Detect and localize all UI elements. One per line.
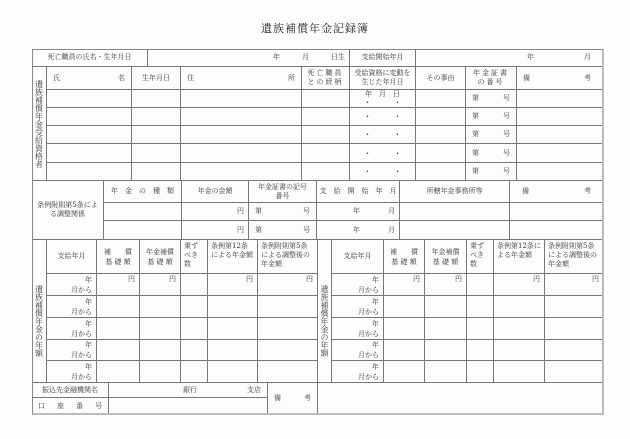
header-remarks xyxy=(517,67,604,90)
label: 基 礎 額 xyxy=(391,257,417,266)
yen-unit: 円 xyxy=(128,275,135,283)
annual-multiplier-cell[interactable] xyxy=(467,340,494,361)
deceased-label-text: 死亡職員の氏名・生年月日 xyxy=(47,53,132,61)
eligible-dob-cell[interactable] xyxy=(132,126,181,144)
from-unit: 月から xyxy=(358,307,379,316)
header-pension-base xyxy=(425,240,467,274)
header-multiplier xyxy=(467,240,494,274)
cert-suffix: 号 xyxy=(303,225,310,234)
yen-unit: 円 xyxy=(306,275,313,283)
from-unit: 月から xyxy=(358,351,379,359)
annual-multiplier-cell[interactable] xyxy=(467,318,494,340)
header-supp5 xyxy=(545,240,604,274)
yen-unit: 円 xyxy=(237,207,244,215)
annual-art12-cell[interactable] xyxy=(208,318,258,340)
dot: ・ xyxy=(363,167,372,176)
annual-period-cell[interactable] xyxy=(332,340,384,361)
eligible-dob-cell[interactable] xyxy=(132,144,181,163)
yen-unit: 円 xyxy=(169,275,176,283)
annual-supp5-cell[interactable] xyxy=(258,361,318,383)
annual-base-cell[interactable] xyxy=(384,340,425,361)
bank-suffix: 銀行 xyxy=(183,385,197,394)
label: 死亡職員との続柄 xyxy=(307,69,344,86)
annual-pension-base-cell[interactable] xyxy=(425,274,467,296)
annual-period-cell[interactable] xyxy=(47,274,97,296)
header-period xyxy=(47,240,97,274)
label: 条例第12条による年金額 xyxy=(211,242,253,259)
annual-base-cell[interactable] xyxy=(384,296,425,318)
eligible-remarks-cell[interactable] xyxy=(517,108,604,126)
eligible-name-cell[interactable] xyxy=(47,108,132,126)
annual-multiplier-cell[interactable] xyxy=(467,296,494,318)
label: 乗ずべき数 xyxy=(470,242,484,268)
annual-period-cell[interactable] xyxy=(47,296,97,318)
annual-supp5-cell[interactable] xyxy=(258,340,318,361)
header-start xyxy=(317,181,400,203)
annual-multiplier-cell[interactable] xyxy=(467,274,494,296)
eligible-remarks-cell[interactable] xyxy=(517,90,604,108)
adjust-start-cell[interactable] xyxy=(317,221,400,240)
cert-suffix: 号 xyxy=(503,112,510,120)
header-base xyxy=(97,240,140,274)
yen-unit: 円 xyxy=(237,225,244,234)
label: 支給年月 xyxy=(57,252,86,260)
year-unit: 年 xyxy=(372,319,379,328)
from-unit: 月から xyxy=(358,372,379,381)
annual-base-cell[interactable] xyxy=(97,361,140,383)
year-unit: 年 xyxy=(85,297,92,306)
cert-suffix: 号 xyxy=(503,94,510,102)
eligible-name-cell[interactable] xyxy=(47,126,132,144)
eligible-remarks-cell[interactable] xyxy=(517,126,604,144)
annual-multiplier-cell[interactable] xyxy=(467,361,494,383)
annual-supp5-cell[interactable] xyxy=(545,274,604,296)
label: 遺族補償年金の年額 xyxy=(34,285,44,357)
eligible-address-cell[interactable] xyxy=(181,144,302,163)
eligible-remarks-cell[interactable] xyxy=(517,144,604,163)
eligible-name-cell[interactable] xyxy=(47,144,132,163)
annual-art12-cell[interactable] xyxy=(494,318,545,340)
adjust-side-label xyxy=(32,181,104,240)
yen-unit: 円 xyxy=(592,275,599,283)
annual-period-cell[interactable] xyxy=(47,318,97,340)
label: 支給年月 xyxy=(343,252,372,260)
adjust-type-cell[interactable] xyxy=(104,203,182,221)
label: 遺族補償年金の年額 xyxy=(320,285,329,357)
label: 備 xyxy=(522,187,529,195)
annual-base-cell[interactable] xyxy=(97,296,140,318)
start-label-text: 支給開始年月 xyxy=(361,53,404,61)
header-cert xyxy=(249,181,317,203)
eligible-dob-cell[interactable] xyxy=(132,163,181,181)
annual-period-cell[interactable] xyxy=(332,274,384,296)
eligible-relation-cell[interactable] xyxy=(302,144,350,163)
bank-remarks-field[interactable] xyxy=(318,383,604,415)
eligible-address-cell[interactable] xyxy=(181,90,302,108)
label: 年金補償 xyxy=(146,247,174,256)
annual-pension-base-cell[interactable] xyxy=(425,318,467,340)
annual-base-cell[interactable] xyxy=(384,361,425,383)
label: 振込先金融機関名 xyxy=(42,385,98,394)
annual-art12-cell[interactable] xyxy=(494,340,545,361)
year-unit: 年 xyxy=(273,53,280,61)
year-unit: 年 xyxy=(372,341,379,349)
label: 生年月日 xyxy=(142,73,170,82)
annual-pension-base-cell[interactable] xyxy=(140,296,181,318)
cert-suffix: 号 xyxy=(503,167,510,175)
annual-multiplier-cell[interactable] xyxy=(181,318,208,340)
annual-multiplier-cell[interactable] xyxy=(181,361,208,383)
annual-art12-cell[interactable] xyxy=(208,296,258,318)
eligible-cert-cell[interactable] xyxy=(466,163,517,181)
header-art12 xyxy=(208,240,258,274)
annual-period-cell[interactable] xyxy=(332,361,384,383)
annual-base-cell[interactable] xyxy=(97,318,140,340)
annual-base-cell[interactable] xyxy=(97,274,140,296)
annual-base-cell[interactable] xyxy=(384,318,425,340)
eligible-cert-cell[interactable] xyxy=(466,90,517,108)
header-pension-base xyxy=(140,240,181,274)
year-unit: 年 xyxy=(353,207,360,215)
label: 考 xyxy=(584,187,591,195)
adjust-type-cell[interactable] xyxy=(104,221,182,240)
eligible-dob-cell[interactable] xyxy=(132,90,181,108)
dot: ・ xyxy=(393,98,402,107)
eligible-reason-cell[interactable] xyxy=(416,108,466,126)
account-label xyxy=(32,398,109,415)
year-unit: 年 xyxy=(353,225,360,234)
eligible-address-cell[interactable] xyxy=(181,163,302,181)
header-type xyxy=(104,181,182,203)
from-unit: 月から xyxy=(71,307,92,316)
cert-prefix: 第 xyxy=(255,225,262,234)
dot: ・ xyxy=(363,148,372,158)
adjust-office-cell[interactable] xyxy=(400,221,510,240)
date-units: 年 月 日 xyxy=(365,90,400,98)
deceased-label xyxy=(32,49,148,67)
label: 年金証書の番号 xyxy=(473,69,509,86)
annual-multiplier-cell[interactable] xyxy=(181,340,208,361)
from-unit: 月から xyxy=(71,372,92,381)
annual-period-cell[interactable] xyxy=(47,361,97,383)
label: 考 xyxy=(584,73,591,82)
annual-period-cell[interactable] xyxy=(332,296,384,318)
yen-unit: 円 xyxy=(413,275,420,283)
label: 支 給 開 始 年 月 xyxy=(319,187,397,195)
label: 受給資格に変動を生じた年月日 xyxy=(354,69,411,86)
year-unit: 年 xyxy=(85,341,92,349)
cert-suffix: 号 xyxy=(503,148,510,157)
annual-art12-cell[interactable] xyxy=(494,361,545,383)
annual-art12-cell[interactable] xyxy=(494,296,545,318)
label: 乗ずべき数 xyxy=(184,242,198,268)
annual-base-cell[interactable] xyxy=(384,274,425,296)
eligible-reason-cell[interactable] xyxy=(416,126,466,144)
bank-remarks-label xyxy=(268,383,318,415)
dot: ・ xyxy=(363,112,372,121)
annual-supp5-cell[interactable] xyxy=(545,296,604,318)
bank-name-field[interactable] xyxy=(109,383,268,398)
annual-art12-cell[interactable] xyxy=(208,340,258,361)
annual-period-cell[interactable] xyxy=(47,340,97,361)
label: 基 礎 額 xyxy=(432,257,459,266)
dot: ・ xyxy=(393,130,402,139)
annual-period-cell[interactable] xyxy=(332,318,384,340)
annual-supp5-cell[interactable] xyxy=(258,296,318,318)
eligible-cert-cell[interactable] xyxy=(466,144,517,163)
from-unit: 月から xyxy=(358,285,379,294)
cert-suffix: 号 xyxy=(503,130,510,138)
cert-prefix: 第 xyxy=(472,94,479,102)
eligible-side-label xyxy=(32,67,47,181)
month-unit: 月 xyxy=(388,225,395,234)
label: 基 礎 額 xyxy=(147,257,173,266)
eligible-dob-cell[interactable] xyxy=(132,108,181,126)
eligible-relation-cell[interactable] xyxy=(302,90,350,108)
eligible-address-cell[interactable] xyxy=(181,126,302,144)
annual-multiplier-cell[interactable] xyxy=(181,274,208,296)
header-change-date xyxy=(350,67,416,90)
bank-name-label xyxy=(32,383,109,398)
label: 年金の金額 xyxy=(197,187,233,195)
yen-unit: 円 xyxy=(246,275,253,283)
label: 条例第12条による年金額 xyxy=(497,242,541,259)
yen-unit: 円 xyxy=(455,275,462,283)
adjust-cert-cell[interactable] xyxy=(249,203,317,221)
eligible-reason-cell[interactable] xyxy=(416,163,466,181)
label: 考 xyxy=(304,394,311,402)
page-title: 遺族補償年金記録簿 xyxy=(261,22,369,35)
eligible-reason-cell[interactable] xyxy=(416,144,466,163)
adjust-amount-cell[interactable] xyxy=(182,221,249,240)
header-supp5 xyxy=(258,240,318,274)
label: 補 償 xyxy=(390,247,418,256)
label: 補 償 xyxy=(104,247,132,256)
year-unit: 年 xyxy=(372,297,379,306)
month-unit: 月 xyxy=(584,53,591,61)
annual-pension-base-cell[interactable] xyxy=(425,361,467,383)
header-relation xyxy=(302,67,350,90)
eligible-change-date-cell[interactable] xyxy=(350,90,416,108)
year-unit: 年 xyxy=(85,275,92,284)
annual-pension-base-cell[interactable] xyxy=(140,274,181,296)
annual-art12-cell[interactable] xyxy=(494,274,545,296)
header-office xyxy=(400,181,510,203)
eligible-change-date-cell[interactable] xyxy=(350,108,416,126)
from-unit: 月から xyxy=(71,351,92,359)
annual-art12-cell[interactable] xyxy=(208,361,258,383)
annual-art12-cell[interactable] xyxy=(208,274,258,296)
eligible-relation-cell[interactable] xyxy=(302,126,350,144)
adjust-amount-cell[interactable] xyxy=(182,203,249,221)
annual-supp5-cell[interactable] xyxy=(258,318,318,340)
eligible-change-date-cell[interactable] xyxy=(350,144,416,163)
label: 条例附則第5条による調整後の年金額 xyxy=(261,242,310,268)
month-unit: 月 xyxy=(302,53,309,61)
label: 住 xyxy=(187,73,194,82)
annual-pension-base-cell[interactable] xyxy=(425,340,467,361)
yen-unit: 円 xyxy=(533,275,540,283)
annual-multiplier-cell[interactable] xyxy=(181,296,208,318)
label: 年金証書の記号番号 xyxy=(258,182,307,200)
annual-pension-base-cell[interactable] xyxy=(140,361,181,383)
label: 年金補償 xyxy=(431,247,460,256)
annual-pension-base-cell[interactable] xyxy=(140,318,181,340)
year-unit: 年 xyxy=(372,275,379,284)
header-adjust-remarks xyxy=(510,181,604,203)
cert-prefix: 第 xyxy=(472,167,479,175)
cert-prefix: 第 xyxy=(255,207,262,215)
label: 号 xyxy=(95,401,102,410)
header-amount xyxy=(182,181,249,203)
eligible-remarks-cell[interactable] xyxy=(517,163,604,181)
year-unit: 年 xyxy=(85,362,92,371)
month-unit: 月 xyxy=(388,207,395,215)
header-art12 xyxy=(494,240,545,274)
header-period xyxy=(332,240,384,274)
header-dob xyxy=(132,67,181,90)
eligible-name-cell[interactable] xyxy=(47,163,132,181)
label: 所轄年金事務所等 xyxy=(426,187,483,195)
branch-suffix: 支店 xyxy=(247,385,261,394)
annual-pension-base-cell[interactable] xyxy=(425,296,467,318)
eligible-relation-cell[interactable] xyxy=(302,163,350,181)
label: 条例附則第5条による調整後の年金額 xyxy=(548,242,597,268)
annual-base-cell[interactable] xyxy=(97,340,140,361)
adjust-start-cell[interactable] xyxy=(317,203,400,221)
label: 備 xyxy=(274,394,281,402)
dot: ・ xyxy=(393,167,402,176)
dot: ・ xyxy=(363,98,372,107)
dot: ・ xyxy=(363,130,372,139)
annual-supp5-cell[interactable] xyxy=(545,340,604,361)
eligible-name-cell[interactable] xyxy=(47,90,132,108)
dot: ・ xyxy=(393,112,402,121)
adjust-remarks-cell[interactable] xyxy=(510,221,604,240)
adjust-office-cell[interactable] xyxy=(400,203,510,221)
annual-pension-base-cell[interactable] xyxy=(140,340,181,361)
label: 条例附則第5条による調整関係 xyxy=(37,201,98,218)
day-unit: 日生 xyxy=(331,53,345,61)
header-cert-no xyxy=(466,67,517,90)
label: 備 xyxy=(523,73,530,82)
label: 座 xyxy=(57,401,64,410)
year-unit: 年 xyxy=(527,53,534,61)
year-unit: 年 xyxy=(85,319,92,328)
eligible-reason-cell[interactable] xyxy=(416,90,466,108)
start-date-field[interactable] xyxy=(416,49,604,67)
account-number-field[interactable] xyxy=(109,398,268,415)
from-unit: 月から xyxy=(71,329,92,338)
eligible-cert-cell[interactable] xyxy=(466,126,517,144)
eligible-address-cell[interactable] xyxy=(181,108,302,126)
eligible-side-text: 遺族補償年金受給資格者 xyxy=(34,79,44,168)
header-reason xyxy=(416,67,466,90)
header-address xyxy=(181,67,302,90)
deceased-dob-field[interactable] xyxy=(148,49,350,67)
adjust-remarks-cell[interactable] xyxy=(510,203,604,221)
cert-prefix: 第 xyxy=(472,130,479,138)
label: 名 xyxy=(118,73,125,82)
label: 番 xyxy=(76,401,83,410)
annual-supp5-cell[interactable] xyxy=(545,361,604,383)
cert-prefix: 第 xyxy=(472,112,479,120)
label: 基 礎 額 xyxy=(105,257,131,266)
start-label xyxy=(350,49,416,67)
adjust-cert-cell[interactable] xyxy=(249,221,317,240)
dot: ・ xyxy=(393,148,402,158)
year-unit: 年 xyxy=(372,362,379,371)
from-unit: 月から xyxy=(358,329,379,338)
cert-prefix: 第 xyxy=(472,148,479,157)
eligible-cert-cell[interactable] xyxy=(466,108,517,126)
header-multiplier xyxy=(181,240,208,274)
annual-supp5-cell[interactable] xyxy=(545,318,604,340)
annual-side-label xyxy=(318,240,332,383)
label: その事由 xyxy=(426,73,455,82)
annual-supp5-cell[interactable] xyxy=(258,274,318,296)
label: 氏 xyxy=(53,73,60,82)
eligible-change-date-cell[interactable] xyxy=(350,163,416,181)
header-name xyxy=(47,67,132,90)
label: 所 xyxy=(288,73,295,82)
label: 年 金 の 種 類 xyxy=(111,187,174,195)
label: 口 xyxy=(38,401,45,410)
header-base xyxy=(384,240,425,274)
annual-side-label xyxy=(32,240,47,383)
cert-suffix: 号 xyxy=(303,207,310,215)
from-unit: 月から xyxy=(71,285,92,294)
eligible-relation-cell[interactable] xyxy=(302,108,350,126)
eligible-change-date-cell[interactable] xyxy=(350,126,416,144)
